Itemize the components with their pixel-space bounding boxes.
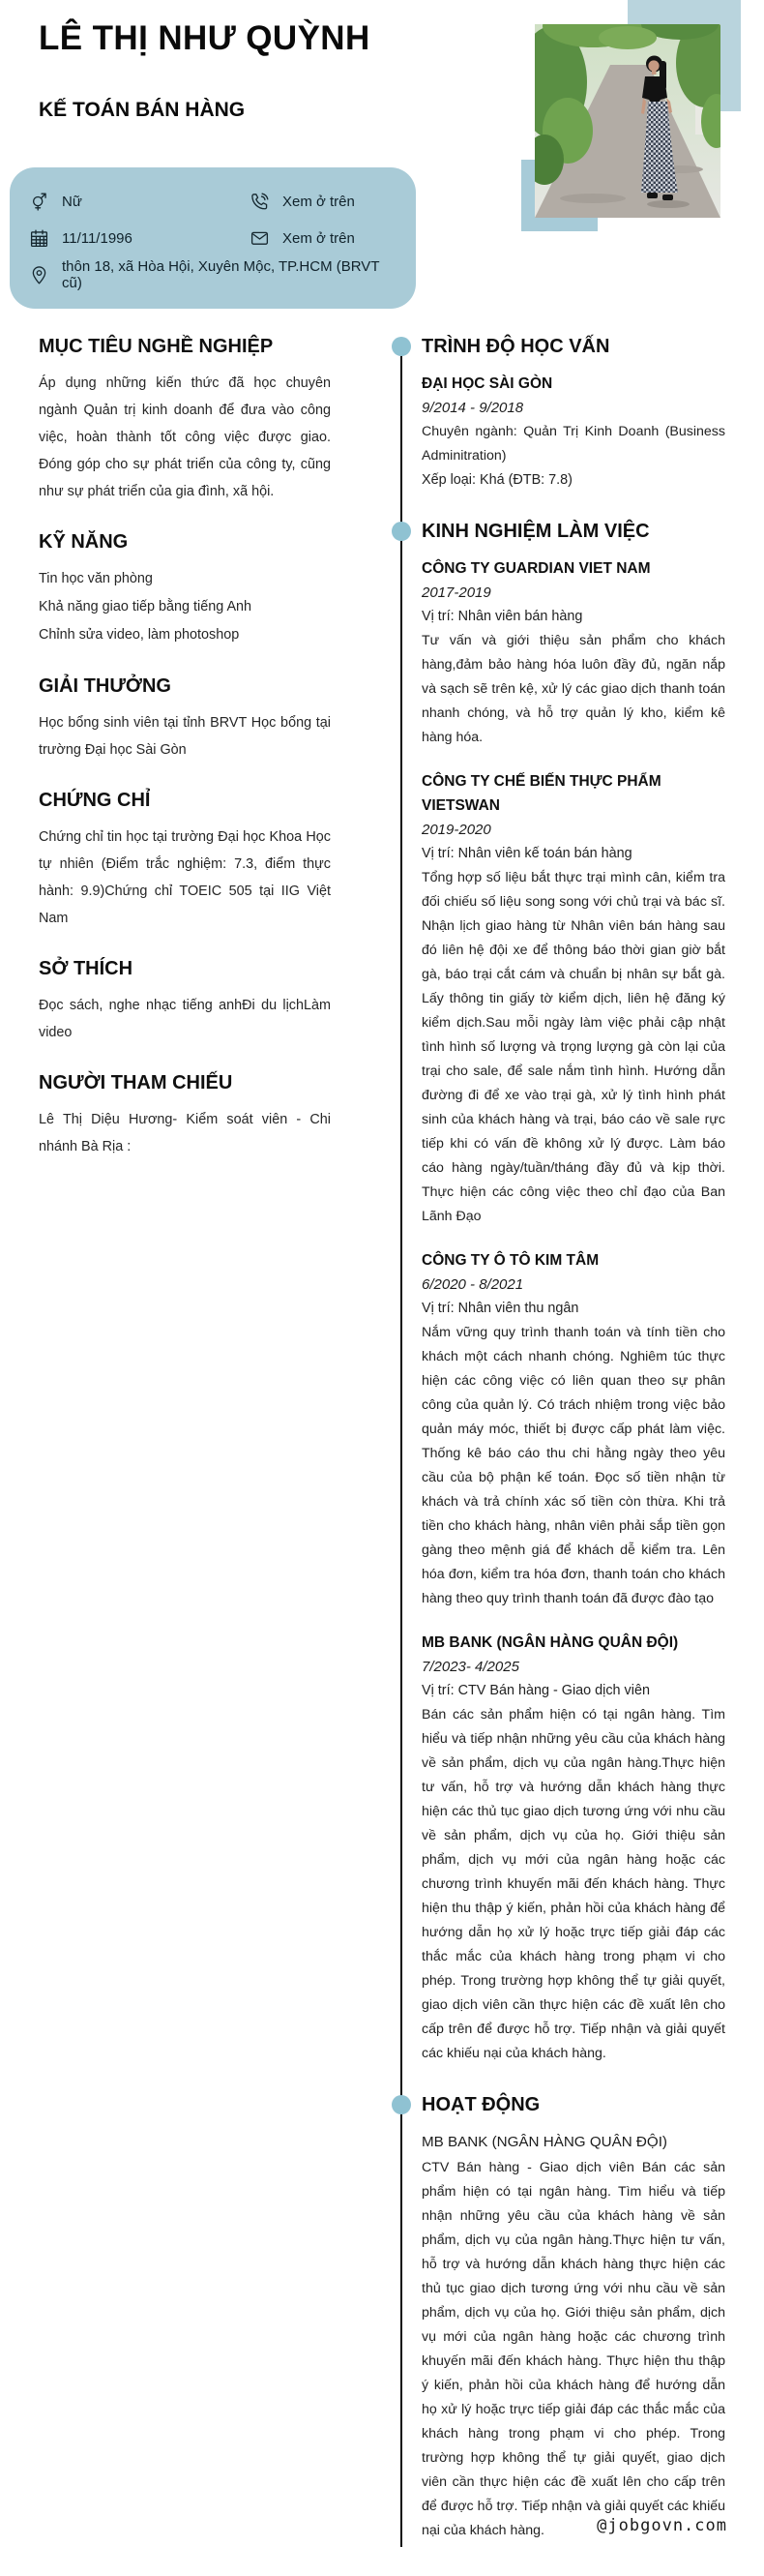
contact-card xyxy=(10,167,416,309)
education-major: Chuyên ngành: Quản Trị Kinh Doanh (Business Adminitration) xyxy=(422,424,725,464)
activity-org: MB BANK (NGÂN HÀNG QUÂN ĐỘI) xyxy=(422,2134,667,2150)
company-name: MB BANK (NGÂN HÀNG QUÂN ĐỘI) xyxy=(422,1634,679,1651)
education-period: 9/2014 - 9/2018 xyxy=(422,400,524,416)
watermark: @jobgovn.com xyxy=(597,2516,727,2535)
contact-dob xyxy=(29,228,250,249)
section-title-activities xyxy=(422,2093,725,2116)
job-period: 6/2020 - 8/2021 xyxy=(422,1276,524,1293)
job-entry xyxy=(422,1248,725,1611)
section-title-objective: MỤC TIÊU NGHỀ NGHIỆP xyxy=(39,336,274,357)
dob-value: 11/11/1996 xyxy=(62,229,132,247)
job-description: Tư vấn và giới thiệu sản phẩm cho khách hàng,đảm bảo hàng hóa luôn đầy đủ, ngăn nắp và sạch sẽ trên kệ, xử lý các giao dịch thanh toán nhanh chóng, và hỗ trợ quản lý kho, kiểm kê hàng hóa. xyxy=(422,633,725,745)
job-entry xyxy=(422,556,725,750)
gender-value: Nữ xyxy=(62,193,82,210)
contact-row-3 xyxy=(29,256,397,293)
awards-text: Học bổng sinh viên tại tỉnh BRVT Học bổng tại trường Đại học Sài Gòn xyxy=(39,715,331,758)
job-position: Vị trí: Nhân viên bán hàng xyxy=(422,609,583,624)
contact-row-1 xyxy=(29,183,397,220)
section-activities xyxy=(422,2093,725,2543)
school-name: ĐẠI HỌC SÀI GÒN xyxy=(422,375,553,392)
hobbies-text: Đọc sách, nghe nhạc tiếng anhĐi du lịchLàm video xyxy=(39,998,331,1040)
job-description: Bán các sản phẩm hiện có tại ngân hàng. Tìm hiểu và tiếp nhận những yêu cầu của khách hàng về sản phẩm, dịch vụ của ngân hàng.Thực hiện tư vấn, hỗ trợ và hướng dẫn khách hàng thực hiện các thủ tục giao dịch tương ứng với nhu cầu về sản phẩm, dịch vụ của họ. Giới thiệu sản phẩm, dịch vụ mới của ngân hàng hoặc các chương trình khuyến mãi đến khách hàng. Thực hiện thu thập ý kiến, phản hồi của khách hàng để hướng dẫn họ xử lý hoặc trực tiếp giải đáp các thắc mắc của khách hàng trong phạm vi cho phép. Trong trường hợp không thể tự giải quyết, giao dịch viên cần thực hiện các đề xuất lên cho cấp trên để được hỗ trợ. Tiếp nhận và giải quyết các khiếu nại của khách hàng. xyxy=(422,1707,725,2061)
candidate-name: LÊ THỊ NHƯ QUỲNH xyxy=(39,19,370,57)
section-title-awards: GIẢI THƯỞNG xyxy=(39,675,171,697)
job-position: Vị trí: CTV Bán hàng - Giao dịch viên xyxy=(422,1683,650,1698)
company-name: CÔNG TY CHẾ BIẾN THỰC PHẨM VIETSWAN xyxy=(422,773,661,814)
section-title-skills: KỸ NĂNG xyxy=(39,531,129,553)
skill-item: Khả năng giao tiếp bằng tiếng Anh xyxy=(39,599,252,614)
job-period: 2017-2019 xyxy=(422,584,491,601)
activities-title-text: HOẠT ĐỘNG xyxy=(422,2094,541,2115)
company-name: CÔNG TY GUARDIAN VIET NAM xyxy=(422,560,651,577)
job-position: Vị trí: Nhân viên kế toán bán hàng xyxy=(422,846,632,861)
section-title-hobbies: SỞ THÍCH xyxy=(39,958,133,979)
section-title-experience xyxy=(422,520,725,543)
timeline-line xyxy=(400,350,402,2547)
address-value: thôn 18, xã Hòa Hội, Xuyên Mộc, TP.HCM (BRVT cũ) xyxy=(62,258,380,291)
right-column xyxy=(422,335,725,2570)
section-title-education xyxy=(422,335,725,358)
location-pin-icon xyxy=(29,265,49,285)
left-column xyxy=(39,335,331,1185)
section-references xyxy=(39,1071,331,1160)
education-entry xyxy=(422,372,725,493)
section-education xyxy=(422,335,725,493)
experience-title-text: KINH NGHIỆM LÀM VIỆC xyxy=(422,521,650,542)
profile-photo xyxy=(535,24,720,218)
section-awards xyxy=(39,674,331,764)
phone-value: Xem ở trên xyxy=(282,193,355,210)
skill-item: Tin học văn phòng xyxy=(39,571,153,586)
section-skills xyxy=(39,530,331,649)
section-hobbies xyxy=(39,957,331,1046)
company-name: CÔNG TY Ô TÔ KIM TÂM xyxy=(422,1252,600,1269)
email-value: Xem ở trên xyxy=(282,229,355,247)
skill-item: Chỉnh sửa video, làm photoshop xyxy=(39,627,240,643)
section-experience xyxy=(422,520,725,2066)
job-description: Nắm vững quy trình thanh toán và tính tiền cho khách một cách nhanh chóng. Nghiêm túc thực hiện các công việc có liên quan theo sự phân công của quản lý. Có trách nhiệm trong việc bảo quản máy móc, thiết bị được cấp phát làm việc. Thống kê báo cáo thu chi hằng ngày theo yêu cầu của bộ phận kế toán. Đọc số tiền nhận từ khách và trả chính xác số tiền còn thừa. Khi trả tiền cho khách hàng, nhân viên phải sắp tiền gọn gàng theo mệnh giá để khách dễ kiểm tra. Lên hóa đơn, kiểm tra hóa đơn, thanh toán cho khách hàng theo quy trình thanh toán đã được đào tạo xyxy=(422,1325,725,1606)
contact-address xyxy=(29,258,397,291)
references-text: Lê Thị Diệu Hương- Kiểm soát viên - Chi nhánh Bà Rịa : xyxy=(39,1112,331,1154)
timeline-dot xyxy=(392,2095,411,2114)
education-title-text: TRÌNH ĐỘ HỌC VẤN xyxy=(422,336,610,357)
job-description: Tổng hợp số liệu bắt thực trại mình cân, kiểm tra đối chiếu số liệu song song với chủ trại và bác sĩ. Nhận lịch giao hàng từ Nhân viên bán hàng sau đó liên hệ đội xe để thông báo thời gian giờ bắt gà, báo trại cắt cám và chuẩn bị nhân sự bắt gà. Lấy thông tin giấy tờ kiểm dịch, liên hệ đăng ký kiểm dịch.Sau mỗi ngày làm việc phải cập nhật tình hình số lượng và trọng lượng gà còn lại của trại cho sale, để sale nắm tình hình. Hướng dẫn đường đi để xe vào trại gà, xử lý tình hình phát sinh của khách hàng và trại, báo cáo về sale rực tiếp khi có vấn đề không xử lý được. Làm báo cáo hàng ngày/tuần/tháng đầy đủ và kịp thời. Thực hiện các công việc theo chỉ đạo của Ban Lãnh Đạo xyxy=(422,870,725,1224)
job-period: 7/2023- 4/2025 xyxy=(422,1659,519,1675)
timeline-dot xyxy=(392,337,411,356)
contact-email[interactable] xyxy=(250,228,355,249)
candidate-job-title: KẾ TOÁN BÁN HÀNG xyxy=(39,99,246,121)
job-period: 2019-2020 xyxy=(422,822,491,838)
gender-icon xyxy=(29,192,49,212)
calendar-icon xyxy=(29,228,49,249)
phone-icon xyxy=(250,192,270,212)
section-title-references: NGƯỜI THAM CHIẾU xyxy=(39,1072,233,1093)
section-objective xyxy=(39,335,331,505)
job-position: Vị trí: Nhân viên thu ngân xyxy=(422,1301,579,1316)
objective-text: Áp dụng những kiến thức đã học chuyên ngành Quản trị kinh doanh để đưa vào công việc, hoàn thành tốt công việc được giao. Đóng góp cho sự phát triển của công ty, cũng như sự phát triển của gia đình, xã hội. xyxy=(39,375,331,499)
contact-phone[interactable] xyxy=(250,192,355,212)
certificates-text: Chứng chỉ tin học tại trường Đại học Khoa Học tự nhiên (Điểm trắc nghiệm: 7.3, điểm thực hành: 9.9)Chứng chỉ TOEIC 505 tại IIG Việt Nam xyxy=(39,829,331,926)
section-title-certificates: CHỨNG CHỈ xyxy=(39,790,151,811)
contact-gender xyxy=(29,192,250,212)
section-certificates xyxy=(39,789,331,932)
activity-entry xyxy=(422,2130,725,2543)
timeline-dot xyxy=(392,522,411,541)
envelope-icon xyxy=(250,228,270,249)
activity-description: CTV Bán hàng - Giao dịch viên Bán các sản phẩm hiện có tại ngân hàng. Tìm hiểu và tiếp nhận những yêu cầu của khách hàng về sản phẩm, dịch vụ của ngân hàng.Thực hiện tư vấn, hỗ trợ và hướng dẫn khách hàng thực hiện các thủ tục giao dịch tương ứng với nhu cầu về sản phẩm, dịch vụ của họ. Giới thiệu sản phẩm, dịch vụ mới của ngân hàng hoặc các chương trình khuyến mãi đến khách hàng. Thực hiện thu thập ý kiến, phản hồi của khách hàng để hướng dẫn họ xử lý hoặc trực tiếp giải đáp các thắc mắc của khách hàng trong phạm vi cho phép. Trong trường hợp không thể tự giải quyết, giao dịch viên cần thực hiện các đề xuất lên cho cấp trên để được hỗ trợ. Tiếp nhận và giải quyết các khiếu nại của khách hàng. xyxy=(422,2160,725,2538)
job-entry xyxy=(422,769,725,1229)
contact-row-2 xyxy=(29,220,397,256)
education-grade: Xếp loại: Khá (ĐTB: 7.8) xyxy=(422,472,573,488)
job-entry xyxy=(422,1631,725,2066)
